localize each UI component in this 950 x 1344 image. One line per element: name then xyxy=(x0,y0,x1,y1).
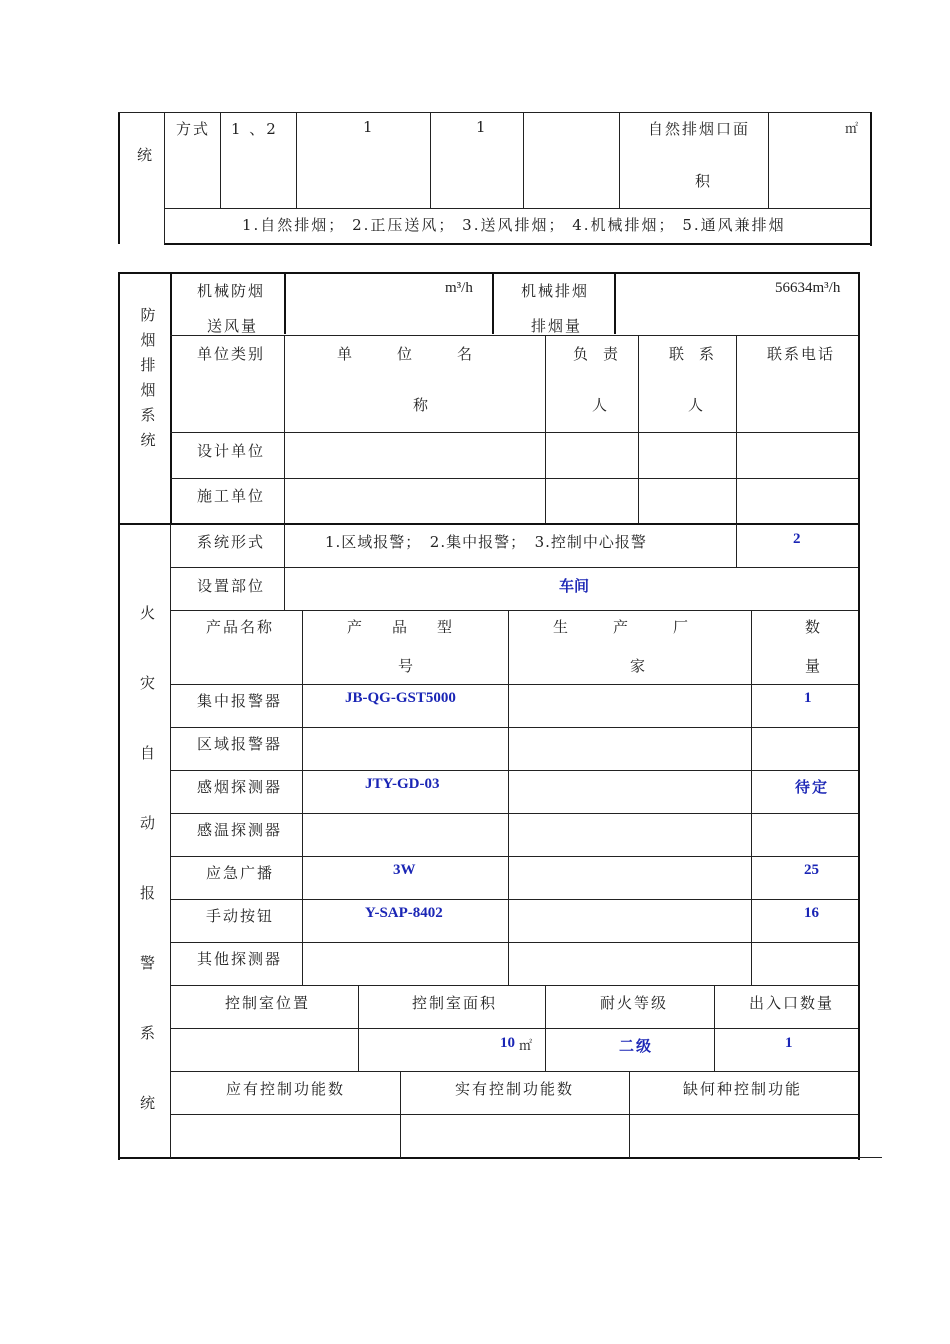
should-functions-label: 应有控制功能数 xyxy=(226,1080,346,1098)
fire-side-char-7: 系 xyxy=(140,1024,158,1042)
h-maker: 生 产 厂 xyxy=(553,618,689,636)
ctrl-area-unit: ㎡ xyxy=(519,1039,533,1054)
natural-area-label: 自然排烟口面 xyxy=(648,120,751,138)
row-name: 其他探测器 xyxy=(197,950,283,968)
h-unit-name-2: 称 xyxy=(413,396,431,414)
ctrl-area-label: 控制室面积 xyxy=(412,994,498,1012)
h-contact-2: 人 xyxy=(688,396,706,414)
fire-side-char-6: 警 xyxy=(140,954,158,972)
fire-grade-label: 耐火等级 xyxy=(600,994,669,1012)
mech-exhaust-label-2: 排烟量 xyxy=(531,317,583,335)
h-qty-2: 量 xyxy=(805,657,823,675)
mech-supply-label: 机械防烟 xyxy=(197,282,266,300)
row-qty: 1 xyxy=(804,690,812,706)
h-responsible-2: 人 xyxy=(592,396,610,414)
h-maker-2: 家 xyxy=(630,657,648,675)
h-model-2: 号 xyxy=(398,657,416,675)
h-model: 产 品 型 xyxy=(347,618,453,636)
fire-side-char-8: 统 xyxy=(140,1094,158,1112)
h-unit-name: 单 位 名 xyxy=(337,345,473,363)
mech-supply-unit: m³/h xyxy=(445,280,473,296)
mode-label: 方式 xyxy=(176,120,211,138)
exits-label: 出入口数量 xyxy=(749,994,835,1012)
row-model: Y-SAP-8402 xyxy=(365,905,443,921)
fire-side-char-1: 火 xyxy=(140,604,158,622)
row-model: JTY-GD-03 xyxy=(365,776,440,792)
fire-side-char-2: 灾 xyxy=(140,674,158,692)
design-unit-label: 设计单位 xyxy=(197,442,266,460)
ctrl-location-label: 控制室位置 xyxy=(225,994,311,1012)
fire-side-char-3: 自 xyxy=(140,744,158,762)
exits-value: 1 xyxy=(785,1035,793,1051)
h-unit-type: 单位类别 xyxy=(197,345,266,363)
location-label: 设置部位 xyxy=(197,577,266,595)
row-name: 感温探测器 xyxy=(197,821,283,839)
row-name: 手动按钮 xyxy=(206,907,275,925)
actual-functions-label: 实有控制功能数 xyxy=(455,1080,575,1098)
row-name: 区域报警器 xyxy=(197,735,283,753)
side-label: 统 xyxy=(137,146,155,164)
fire-grade-value: 二级 xyxy=(619,1037,654,1055)
mode-value-3: 1 xyxy=(476,118,488,136)
smoke-side-label: 防 烟 排 烟 系 统 xyxy=(140,306,156,449)
fire-side-char-5: 报 xyxy=(140,884,158,902)
row-qty: 待定 xyxy=(795,778,830,796)
h-phone: 联系电话 xyxy=(767,345,836,363)
fire-side-char-4: 动 xyxy=(140,814,158,832)
row-name: 集中报警器 xyxy=(197,692,283,710)
row-name: 感烟探测器 xyxy=(197,778,283,796)
system-form-label: 系统形式 xyxy=(197,533,266,551)
mech-exhaust-value: 56634m³/h xyxy=(775,280,841,296)
h-qty: 数 xyxy=(805,618,823,636)
mech-exhaust-label: 机械排烟 xyxy=(521,282,590,300)
missing-functions-label: 缺何种控制功能 xyxy=(683,1080,803,1098)
row-qty: 25 xyxy=(804,862,819,878)
row-model: JB-QG-GST5000 xyxy=(345,690,456,706)
system-form-value: 2 xyxy=(793,531,801,547)
type-note: 1.自然排烟； 2.正压送风； 3.送风排烟； 4.机械排烟； 5.通风兼排烟 xyxy=(242,216,786,234)
ctrl-area-value: 10 xyxy=(500,1035,515,1051)
row-name: 应急广播 xyxy=(206,864,275,882)
mech-supply-label-2: 送风量 xyxy=(207,317,259,335)
mode-value-2: 1 xyxy=(363,118,375,136)
row-model: 3W xyxy=(393,862,416,878)
location-value: 车间 xyxy=(559,577,590,595)
h-contact: 联 系 xyxy=(669,345,715,363)
h-product: 产品名称 xyxy=(206,618,275,636)
unit-m2: ㎡ xyxy=(845,122,861,137)
system-form-options: 1.区域报警； 2.集中报警； 3.控制中心报警 xyxy=(325,533,647,551)
h-responsible: 负 责 xyxy=(573,345,619,363)
build-unit-label: 施工单位 xyxy=(197,487,266,505)
mode-value-1: 1 、2 xyxy=(231,120,278,138)
natural-area-label-2: 积 xyxy=(695,172,713,190)
row-qty: 16 xyxy=(804,905,819,921)
